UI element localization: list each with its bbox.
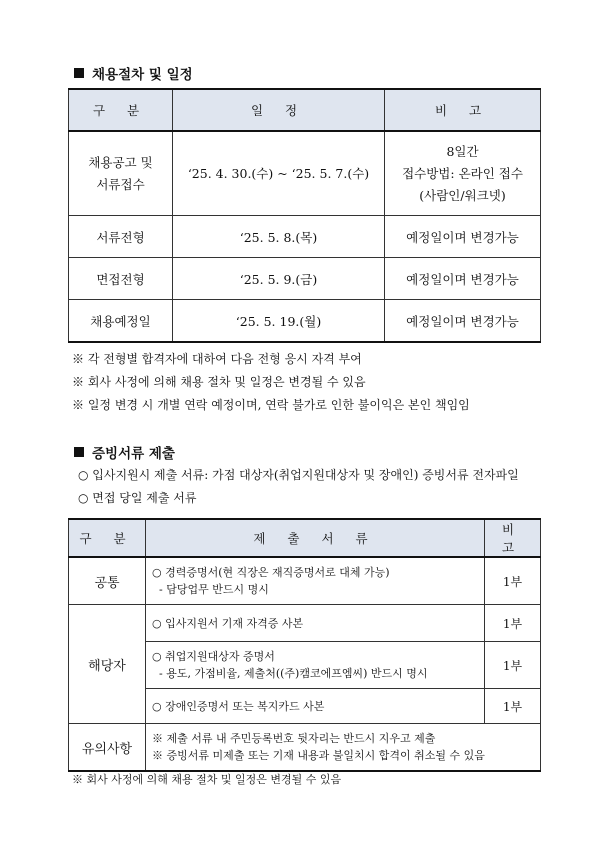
document-description: ○ 입사지원서 기재 자격증 사본 xyxy=(146,605,485,642)
bullet-line: ○ 면접 당일 제출 서류 xyxy=(78,491,197,505)
documents-table xyxy=(68,518,541,772)
row-date: ‘25. 5. 9.(금) xyxy=(173,258,385,300)
documents-header-row xyxy=(69,519,541,557)
document-count: 1부 xyxy=(485,605,541,642)
note-line: ※ 회사 사정에 의해 채용 절차 및 일정은 변경될 수 있음 xyxy=(72,375,366,389)
schedule-notes xyxy=(72,348,470,417)
header-schedule: 일 정 xyxy=(173,89,385,131)
row-date: ‘25. 5. 8.(목) xyxy=(173,216,385,258)
table-row xyxy=(69,605,541,642)
category-applicable: 해당자 xyxy=(69,605,146,724)
document-count: 1부 xyxy=(485,689,541,724)
table-row xyxy=(69,300,541,343)
section1-heading xyxy=(74,63,193,83)
table-row xyxy=(69,724,541,772)
section1-title: 채용절차 및 일정 xyxy=(92,67,193,83)
category-common: 공통 xyxy=(69,557,146,605)
note-line: ※ 일정 변경 시 개별 연락 예정이며, 연락 불가로 인한 불이익은 본인 책임임 xyxy=(72,398,470,412)
document-description: ○ 취업지원대상자 증명서 - 용도, 가점비율, 제출처((주)캠코에프엠씨) 반드시 명시 xyxy=(146,642,485,689)
note-line: ※ 각 전형별 합격자에 대하여 다음 전형 응시 자격 부여 xyxy=(72,352,362,366)
document-count: 1부 xyxy=(485,557,541,605)
row-note: 예정일이며 변경가능 xyxy=(385,216,541,258)
schedule-header-row xyxy=(69,89,541,131)
row-category: 면접전형 xyxy=(69,258,173,300)
square-bullet-icon xyxy=(74,447,84,457)
category-caution: 유의사항 xyxy=(69,724,146,772)
row-category: 채용예정일 xyxy=(69,300,173,343)
row-category: 서류전형 xyxy=(69,216,173,258)
document-count: 1부 xyxy=(485,642,541,689)
square-bullet-icon xyxy=(74,68,84,78)
table-row xyxy=(69,216,541,258)
table-row xyxy=(69,557,541,605)
row-note: 예정일이며 변경가능 xyxy=(385,300,541,343)
row-note: 8일간 접수방법: 온라인 접수 (사람인/워크넷) xyxy=(385,131,541,216)
row-date: ‘25. 4. 30.(수) ~ ‘25. 5. 7.(수) xyxy=(173,131,385,216)
header-documents: 제 출 서 류 xyxy=(146,519,485,557)
caution-text: ※ 제출 서류 내 주민등록번호 뒷자리는 반드시 지우고 제출 ※ 증빙서류 미제출 또는 기재 내용과 불일치시 합격이 취소될 수 있음 xyxy=(146,724,541,772)
header-category: 구 분 xyxy=(69,519,146,557)
section2-heading xyxy=(74,442,175,462)
row-note: 예정일이며 변경가능 xyxy=(385,258,541,300)
row-date: ‘25. 5. 19.(월) xyxy=(173,300,385,343)
header-category: 구 분 xyxy=(69,89,173,131)
header-note: 비 고 xyxy=(385,89,541,131)
table-row xyxy=(69,131,541,216)
row-category: 채용공고 및 서류접수 xyxy=(69,131,173,216)
section2-title: 증빙서류 제출 xyxy=(92,446,175,462)
table-row xyxy=(69,258,541,300)
header-note: 비 고 xyxy=(485,519,541,557)
document-description: ○ 장애인증명서 또는 복지카드 사본 xyxy=(146,689,485,724)
bullet-line: ○ 입사지원시 제출 서류: 가점 대상자(취업지원대상자 및 장애인) 증빙서류 전자파일 xyxy=(78,468,519,482)
footnote: ※ 회사 사정에 의해 채용 절차 및 일정은 변경될 수 있음 xyxy=(72,773,342,786)
schedule-table xyxy=(68,88,541,343)
document-description: ○ 경력증명서(현 직장은 재직증명서로 대체 가능) - 담당업무 반드시 명시 xyxy=(146,557,485,605)
